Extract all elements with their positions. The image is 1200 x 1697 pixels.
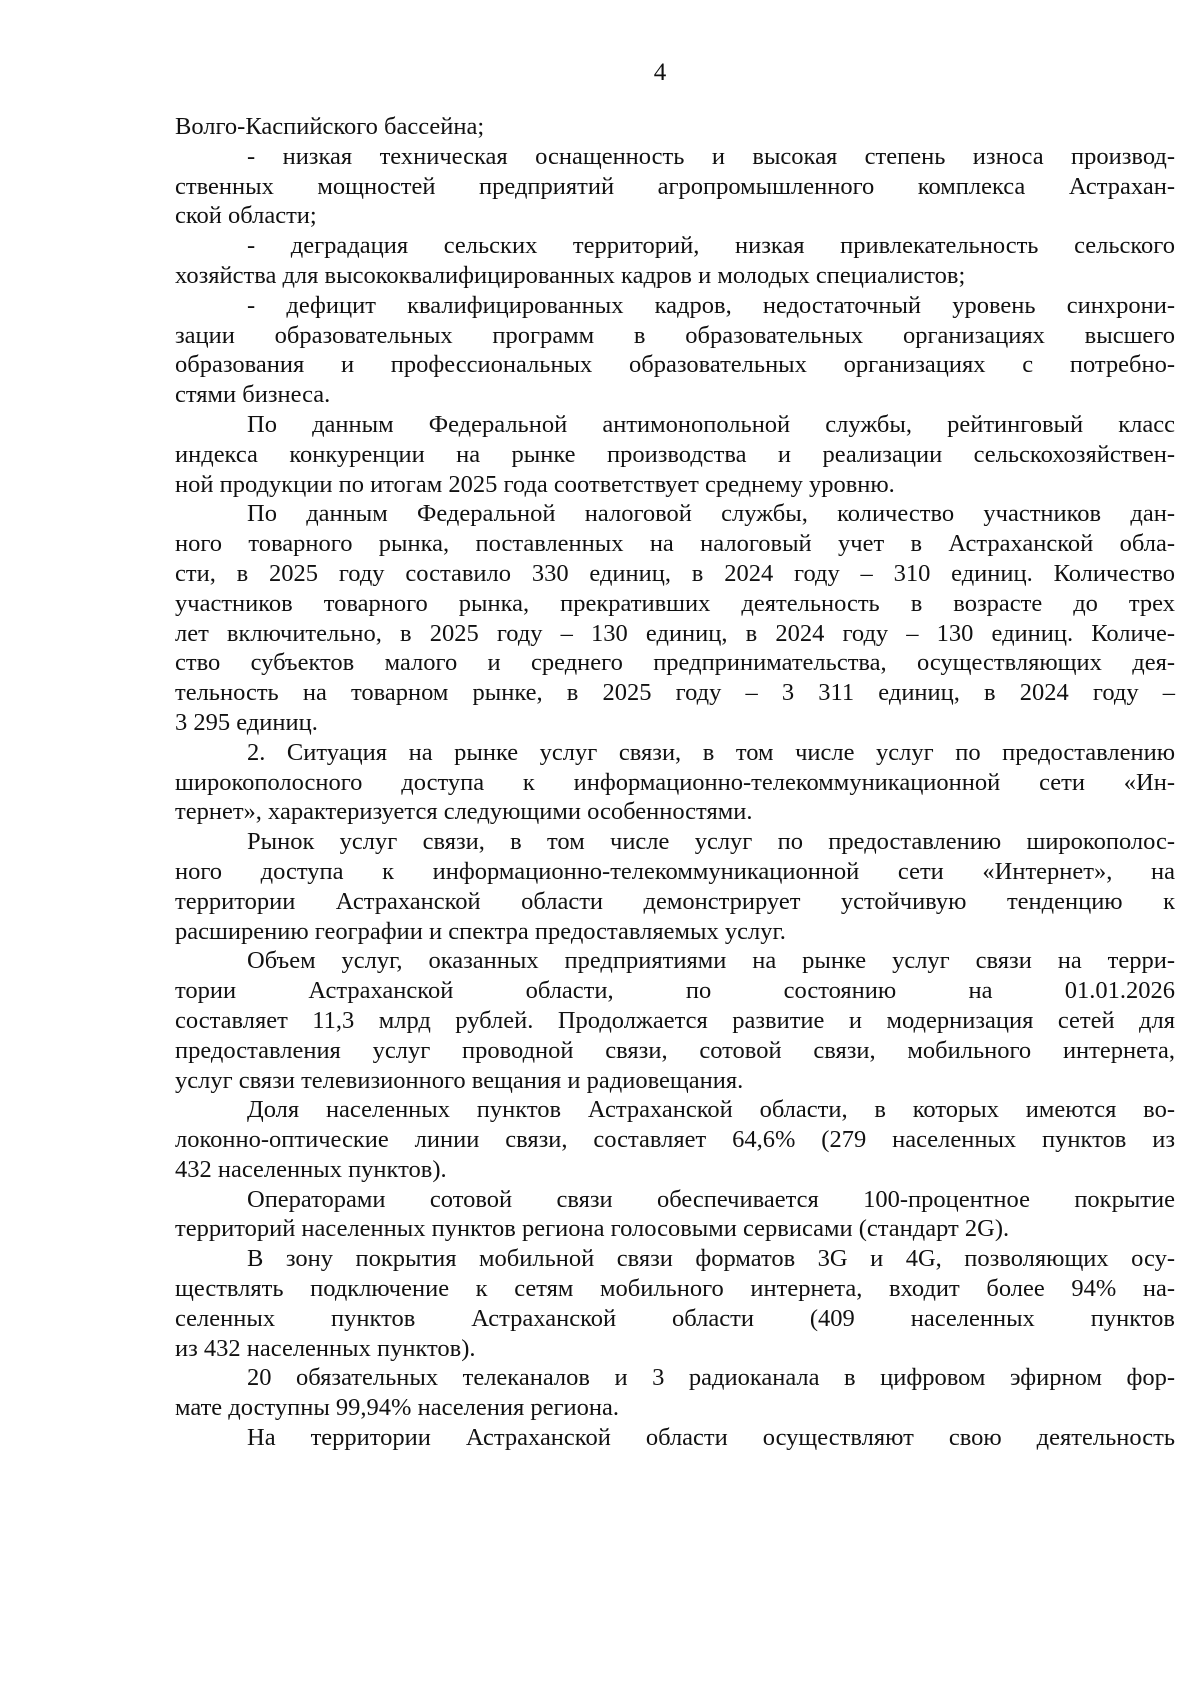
- text-line: территории Астраханской области демонстрирует устойчивую тенденцию к: [175, 887, 1175, 915]
- text-line: Волго-Каспийского бассейна;: [175, 113, 485, 140]
- text-line: 20 обязательных телеканалов и 3 радиоканала в цифровом эфирном фор-: [247, 1364, 1175, 1392]
- text-line: ственных мощностей предприятий агропромышленного комплекса Астрахан-: [175, 172, 1175, 200]
- text-line: 3 295 единиц.: [175, 708, 318, 736]
- text-line: образования и профессиональных образовательных организациях с потребно-: [175, 351, 1175, 379]
- text-line: зации образовательных программ в образовательных организациях высшего: [175, 321, 1175, 349]
- text-line: тории Астраханской области, по состоянию на 01.01.2026: [175, 977, 1175, 1005]
- text-line: ство субъектов малого и среднего предпринимательства, осуществляющих дея-: [175, 649, 1175, 677]
- text-line: 2. Ситуация на рынке услуг связи, в том числе услуг по предоставлению: [247, 738, 1175, 766]
- text-line: участников товарного рынка, прекративших деятельность в возрасте до трех: [175, 589, 1175, 617]
- text-line: - деградация сельских территорий, низкая привлекательность сельского: [247, 232, 1175, 260]
- text-line: - дефицит квалифицированных кадров, недостаточный уровень синхрони-: [247, 291, 1175, 319]
- text-line: составляет 11,3 млрд рублей. Продолжается развитие и модернизация сетей для: [175, 1006, 1175, 1034]
- text-line: В зону покрытия мобильной связи форматов 3G и 4G, позволяющих осу-: [247, 1245, 1175, 1273]
- text-line: услуг связи телевизионного вещания и радиовещания.: [175, 1066, 744, 1094]
- text-line: тернет», характеризуется следующими особенностями.: [175, 798, 753, 826]
- text-line: По данным Федеральной антимонопольной службы, рейтинговый класс: [247, 410, 1175, 438]
- text-line: Доля населенных пунктов Астраханской области, в которых имеются во-: [247, 1096, 1175, 1124]
- text-line: ного доступа к информационно-телекоммуникационной сети «Интернет», на: [175, 857, 1175, 885]
- text-line: По данным Федеральной налоговой службы, количество участников дан-: [247, 500, 1175, 528]
- text-line: тельность на товарном рынке, в 2025 году – 3 311 единиц, в 2024 году –: [175, 679, 1175, 707]
- text-line: сти, в 2025 году составило 330 единиц, в 2024 году – 310 единиц. Количество: [175, 559, 1175, 587]
- text-line: предоставления услуг проводной связи, сотовой связи, мобильного интернета,: [175, 1036, 1175, 1064]
- text-line: широкополосного доступа к информационно-телекоммуникационной сети «Ин-: [175, 768, 1175, 796]
- text-line: территорий населенных пунктов региона голосовыми сервисами (стандарт 2G).: [175, 1215, 1010, 1243]
- text-line: Операторами сотовой связи обеспечивается 100-процентное покрытие: [247, 1185, 1175, 1213]
- text-line: 432 населенных пунктов).: [175, 1155, 447, 1183]
- text-line: лет включительно, в 2025 году – 130 единиц, в 2024 году – 130 единиц. Количе-: [175, 619, 1175, 647]
- text-line: хозяйства для высококвалифицированных кадров и молодых специалистов;: [175, 261, 966, 289]
- text-line: расширению географии и спектра предоставляемых услуг.: [175, 917, 786, 945]
- text-line: индекса конкуренции на рынке производства и реализации сельскохозяйствен-: [175, 440, 1175, 468]
- text-line: ного товарного рынка, поставленных на налоговый учет в Астраханской обла-: [175, 530, 1175, 558]
- text-line: селенных пунктов Астраханской области (409 населенных пунктов: [175, 1304, 1175, 1332]
- text-line: локонно-оптические линии связи, составляет 64,6% (279 населенных пунктов из: [175, 1126, 1175, 1154]
- text-line: ной продукции по итогам 2025 года соответствует среднему уровню.: [175, 470, 895, 498]
- document-body: [175, 112, 1175, 1453]
- text-line: - низкая техническая оснащенность и высокая степень износа производ-: [247, 142, 1175, 170]
- text-line: Рынок услуг связи, в том числе услуг по предоставлению широкополос-: [247, 828, 1175, 856]
- text-line: мате доступны 99,94% населения региона.: [175, 1394, 619, 1422]
- text-line: из 432 населенных пунктов).: [175, 1334, 476, 1362]
- text-line: ской области;: [175, 202, 317, 230]
- text-line: стями бизнеса.: [175, 381, 331, 409]
- page-number: 4: [653, 59, 667, 86]
- text-line: ществлять подключение к сетям мобильного интернета, входит более 94% на-: [175, 1275, 1175, 1303]
- text-line: Объем услуг, оказанных предприятиями на рынке услуг связи на терри-: [247, 947, 1175, 975]
- text-line: На территории Астраханской области осуществляют свою деятельность: [247, 1424, 1175, 1452]
